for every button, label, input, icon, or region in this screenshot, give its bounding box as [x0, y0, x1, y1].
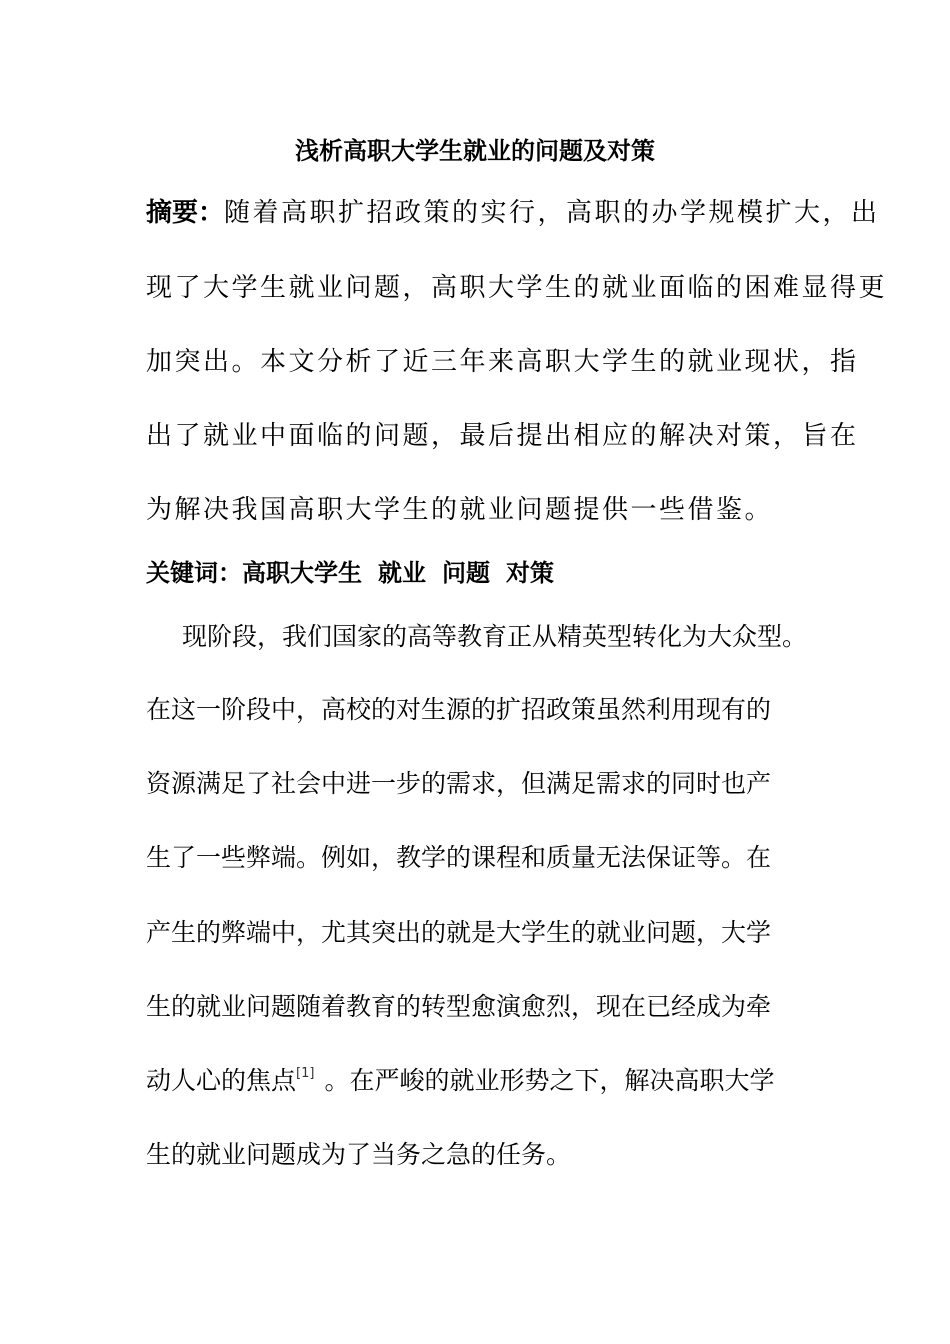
abstract-line: [146, 195, 880, 231]
body-line: 资源满足了社会中进一步的需求，但满足需求的同时也产: [146, 769, 772, 798]
citation-reference[interactable]: [1]: [296, 1066, 315, 1081]
body-text: 。在严峻的就业形势之下，解决高职大学: [324, 1066, 775, 1095]
keywords-label: 关键词：: [146, 559, 242, 587]
page-title: 浅析高职大学生就业的问题及对策: [295, 137, 655, 165]
body-line: 产生的弊端中，尤其突出的就是大学生的就业问题，大学: [146, 918, 772, 947]
abstract-line: 出了就业中面临的问题，最后提出相应的解决对策，旨在: [146, 421, 859, 451]
keywords-line: [146, 555, 816, 591]
body-line: [146, 1063, 816, 1099]
keyword: 高职大学生: [242, 559, 362, 587]
body-line: 生的就业问题成为了当务之急的任务。: [146, 1140, 572, 1169]
keyword: 问题: [442, 559, 490, 587]
abstract-line: 加突出。本文分析了近三年来高职大学生的就业现状，指: [146, 347, 859, 377]
abstract-label: 摘要：: [146, 198, 225, 228]
abstract-line: 现了大学生就业问题，高职大学生的就业面临的困难显得更: [146, 273, 888, 303]
body-line: 生了一些弊端。例如，教学的课程和质量无法保证等。在: [146, 843, 772, 872]
abstract-line: 为解决我国高职大学生的就业问题提供一些借鉴。: [146, 495, 774, 525]
body-line: 现阶段，我们国家的高等教育正从精英型转化为大众型。: [182, 622, 808, 651]
body-line: 生的就业问题随着教育的转型愈演愈烈，现在已经成为牵: [146, 992, 772, 1021]
keyword: 就业: [378, 559, 426, 587]
body-line: 在这一阶段中，高校的对生源的扩招政策虽然利用现有的: [146, 695, 772, 724]
body-text: 动人心的焦点: [146, 1066, 297, 1095]
abstract-text: 随着高职扩招政策的实行，高职的办学规模扩大，出: [224, 198, 880, 228]
keyword: 对策: [506, 559, 554, 587]
